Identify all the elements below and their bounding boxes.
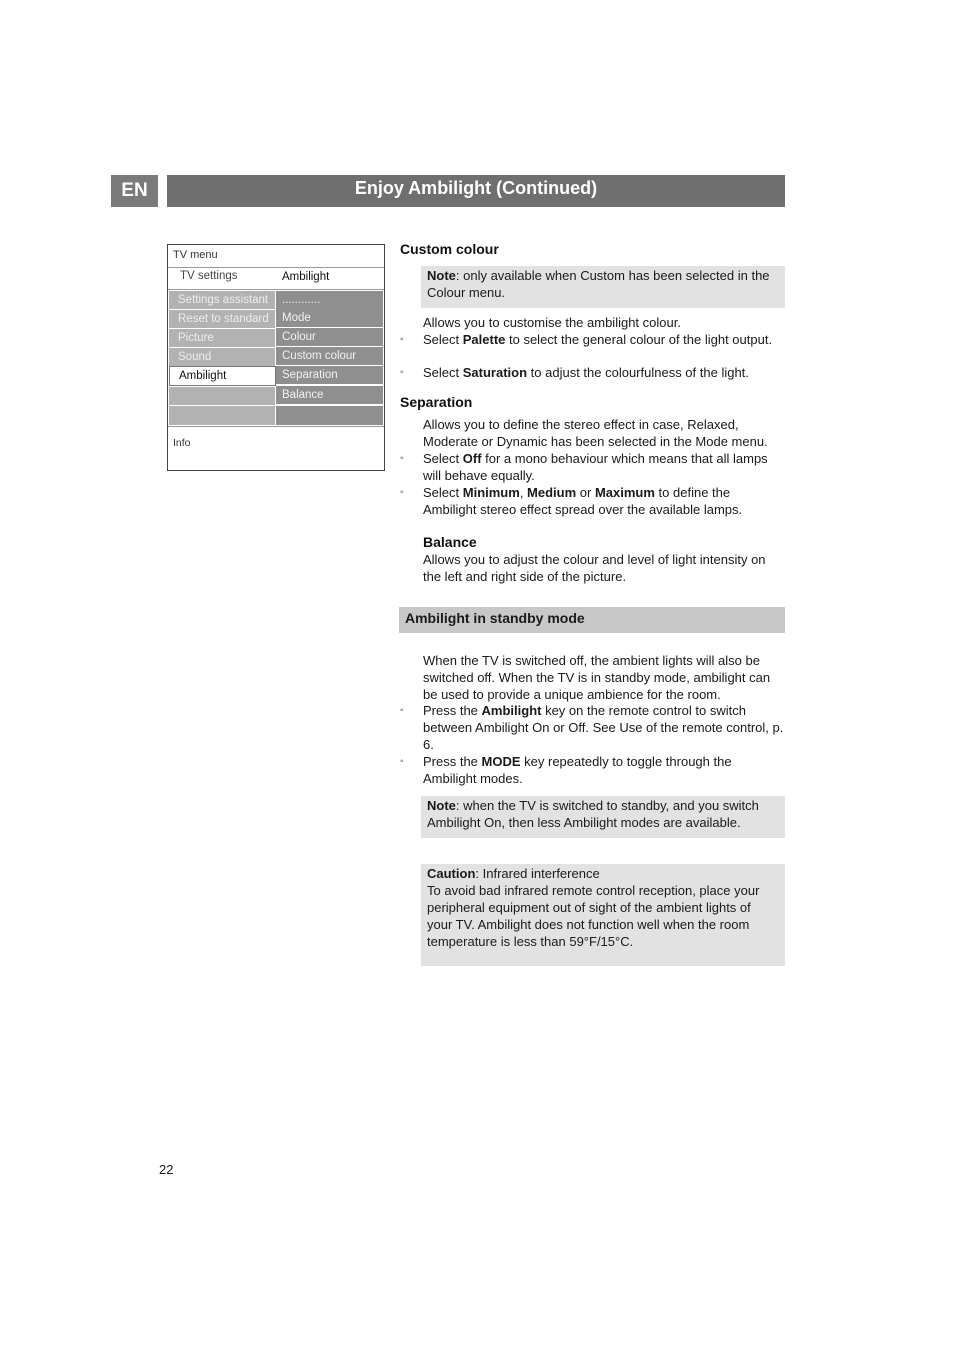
bold-text: Minimum [462, 485, 520, 500]
custom-colour-bullet-palette [400, 331, 785, 348]
custom-colour-note [421, 266, 785, 308]
separation-intro: Allows you to define the stereo effect in case, Relaxed, Moderate or Dynamic has been selected in the Mode menu. [423, 417, 768, 449]
custom-colour-intro: Allows you to customise the ambilight colour. [423, 315, 681, 330]
menu-item-empty [169, 387, 275, 405]
bullet-icon: ◦ [400, 334, 404, 345]
bold-text: Palette [462, 332, 506, 347]
balance-heading: Balance [423, 534, 477, 550]
standby-heading: Ambilight in standby mode [399, 607, 785, 633]
submenu-item-separation[interactable]: Separation [276, 366, 383, 384]
ambilight-header: Ambilight [282, 271, 330, 283]
bold-text: Saturation [462, 365, 528, 380]
separation-bullet-levels [400, 484, 785, 518]
tv-menu-panel [167, 244, 385, 471]
tv-settings-header: TV settings [180, 270, 238, 282]
tv-menu-title: TV menu [173, 249, 218, 261]
caution-box [421, 864, 785, 966]
text: , [519, 485, 528, 500]
bullet-icon: ◦ [400, 756, 404, 767]
divider [168, 426, 384, 427]
menu-item-settings-assistant[interactable]: Settings assistant [169, 291, 275, 309]
menu-item-reset-to-standard[interactable]: Reset to standard [169, 310, 275, 328]
submenu-item-mode[interactable]: Mode [276, 309, 383, 327]
standby-intro: When the TV is switched off, the ambient lights will also be switched off. When the TV is in standby mode, ambilight can be used to provide a unique ambience for the room. [423, 653, 771, 702]
divider [168, 267, 384, 268]
note-label: Note [427, 268, 456, 283]
balance-text: Allows you to adjust the colour and level of light intensity on the left and right side of the picture. [423, 552, 766, 584]
menu-item-sound[interactable]: Sound [169, 348, 275, 366]
caution-text: To avoid bad infrared remote control reception, place your peripheral equipment out of sight of the ambient lights of your TV. Ambilight does not function well when the room temperature is less than 59°F/15°C. [427, 883, 760, 949]
note-label: Note [427, 798, 456, 813]
separation-heading: Separation [400, 394, 473, 410]
submenu-item-empty [276, 406, 383, 425]
submenu-item-custom-colour[interactable]: Custom colour [276, 347, 383, 365]
text: Select [423, 451, 463, 466]
bullet-icon: ◦ [400, 367, 404, 378]
custom-colour-heading: Custom colour [400, 241, 499, 257]
page-title: Enjoy Ambilight (Continued) [167, 175, 785, 207]
text: or [576, 485, 595, 500]
text: to adjust the colourfulness of the light. [527, 365, 749, 380]
menu-item-empty [169, 406, 275, 425]
text: key on the remote control to switch between Ambilight On or Off. See Use of the remote control, p. 6. [423, 703, 784, 752]
menu-item-ambilight[interactable]: Ambilight [169, 366, 276, 386]
submenu-item-colour[interactable]: Colour [276, 328, 383, 346]
bold-text: Maximum [594, 485, 655, 500]
language-tab: EN [111, 175, 158, 207]
bullet-icon: ◦ [400, 487, 404, 498]
bold-text: Off [462, 451, 482, 466]
info-label: Info [173, 437, 191, 449]
text: to define the Ambilight stereo effect spread over the available lamps. [423, 485, 743, 517]
note-text: : when the TV is switched to standby, and you switch Ambilight On, then less Ambilight modes are available. [427, 798, 759, 830]
caution-label: Caution [427, 866, 476, 881]
menu-item-picture[interactable]: Picture [169, 329, 275, 347]
submenu-item-dots[interactable]: ............ [276, 291, 383, 309]
bold-text: Medium [527, 485, 577, 500]
caution-subject: : Infrared interference [475, 866, 600, 881]
bullet-icon: ◦ [400, 705, 404, 716]
text: to select the general colour of the light output. [505, 332, 773, 347]
bold-text: Ambilight [481, 703, 542, 718]
separation-bullet-off [400, 450, 785, 484]
page-number: 22 [159, 1162, 174, 1177]
text: Select [423, 332, 463, 347]
note-text: : only available when Custom has been selected in the Colour menu. [427, 268, 770, 300]
standby-note [421, 796, 785, 838]
custom-colour-bullet-saturation [400, 364, 785, 381]
bullet-icon: ◦ [400, 453, 404, 464]
standby-bullet-ambilight [400, 702, 785, 753]
text: for a mono behaviour which means that all lamps will behave equally. [423, 451, 768, 483]
bold-text: MODE [481, 754, 521, 769]
standby-bullet-mode [400, 753, 785, 787]
text: Select [423, 365, 463, 380]
text: Press the [423, 754, 482, 769]
divider [168, 289, 384, 290]
submenu-item-balance[interactable]: Balance [276, 386, 383, 404]
text: Select [423, 485, 463, 500]
text: Press the [423, 703, 482, 718]
text: key repeatedly to toggle through the Ambilight modes. [423, 754, 732, 786]
